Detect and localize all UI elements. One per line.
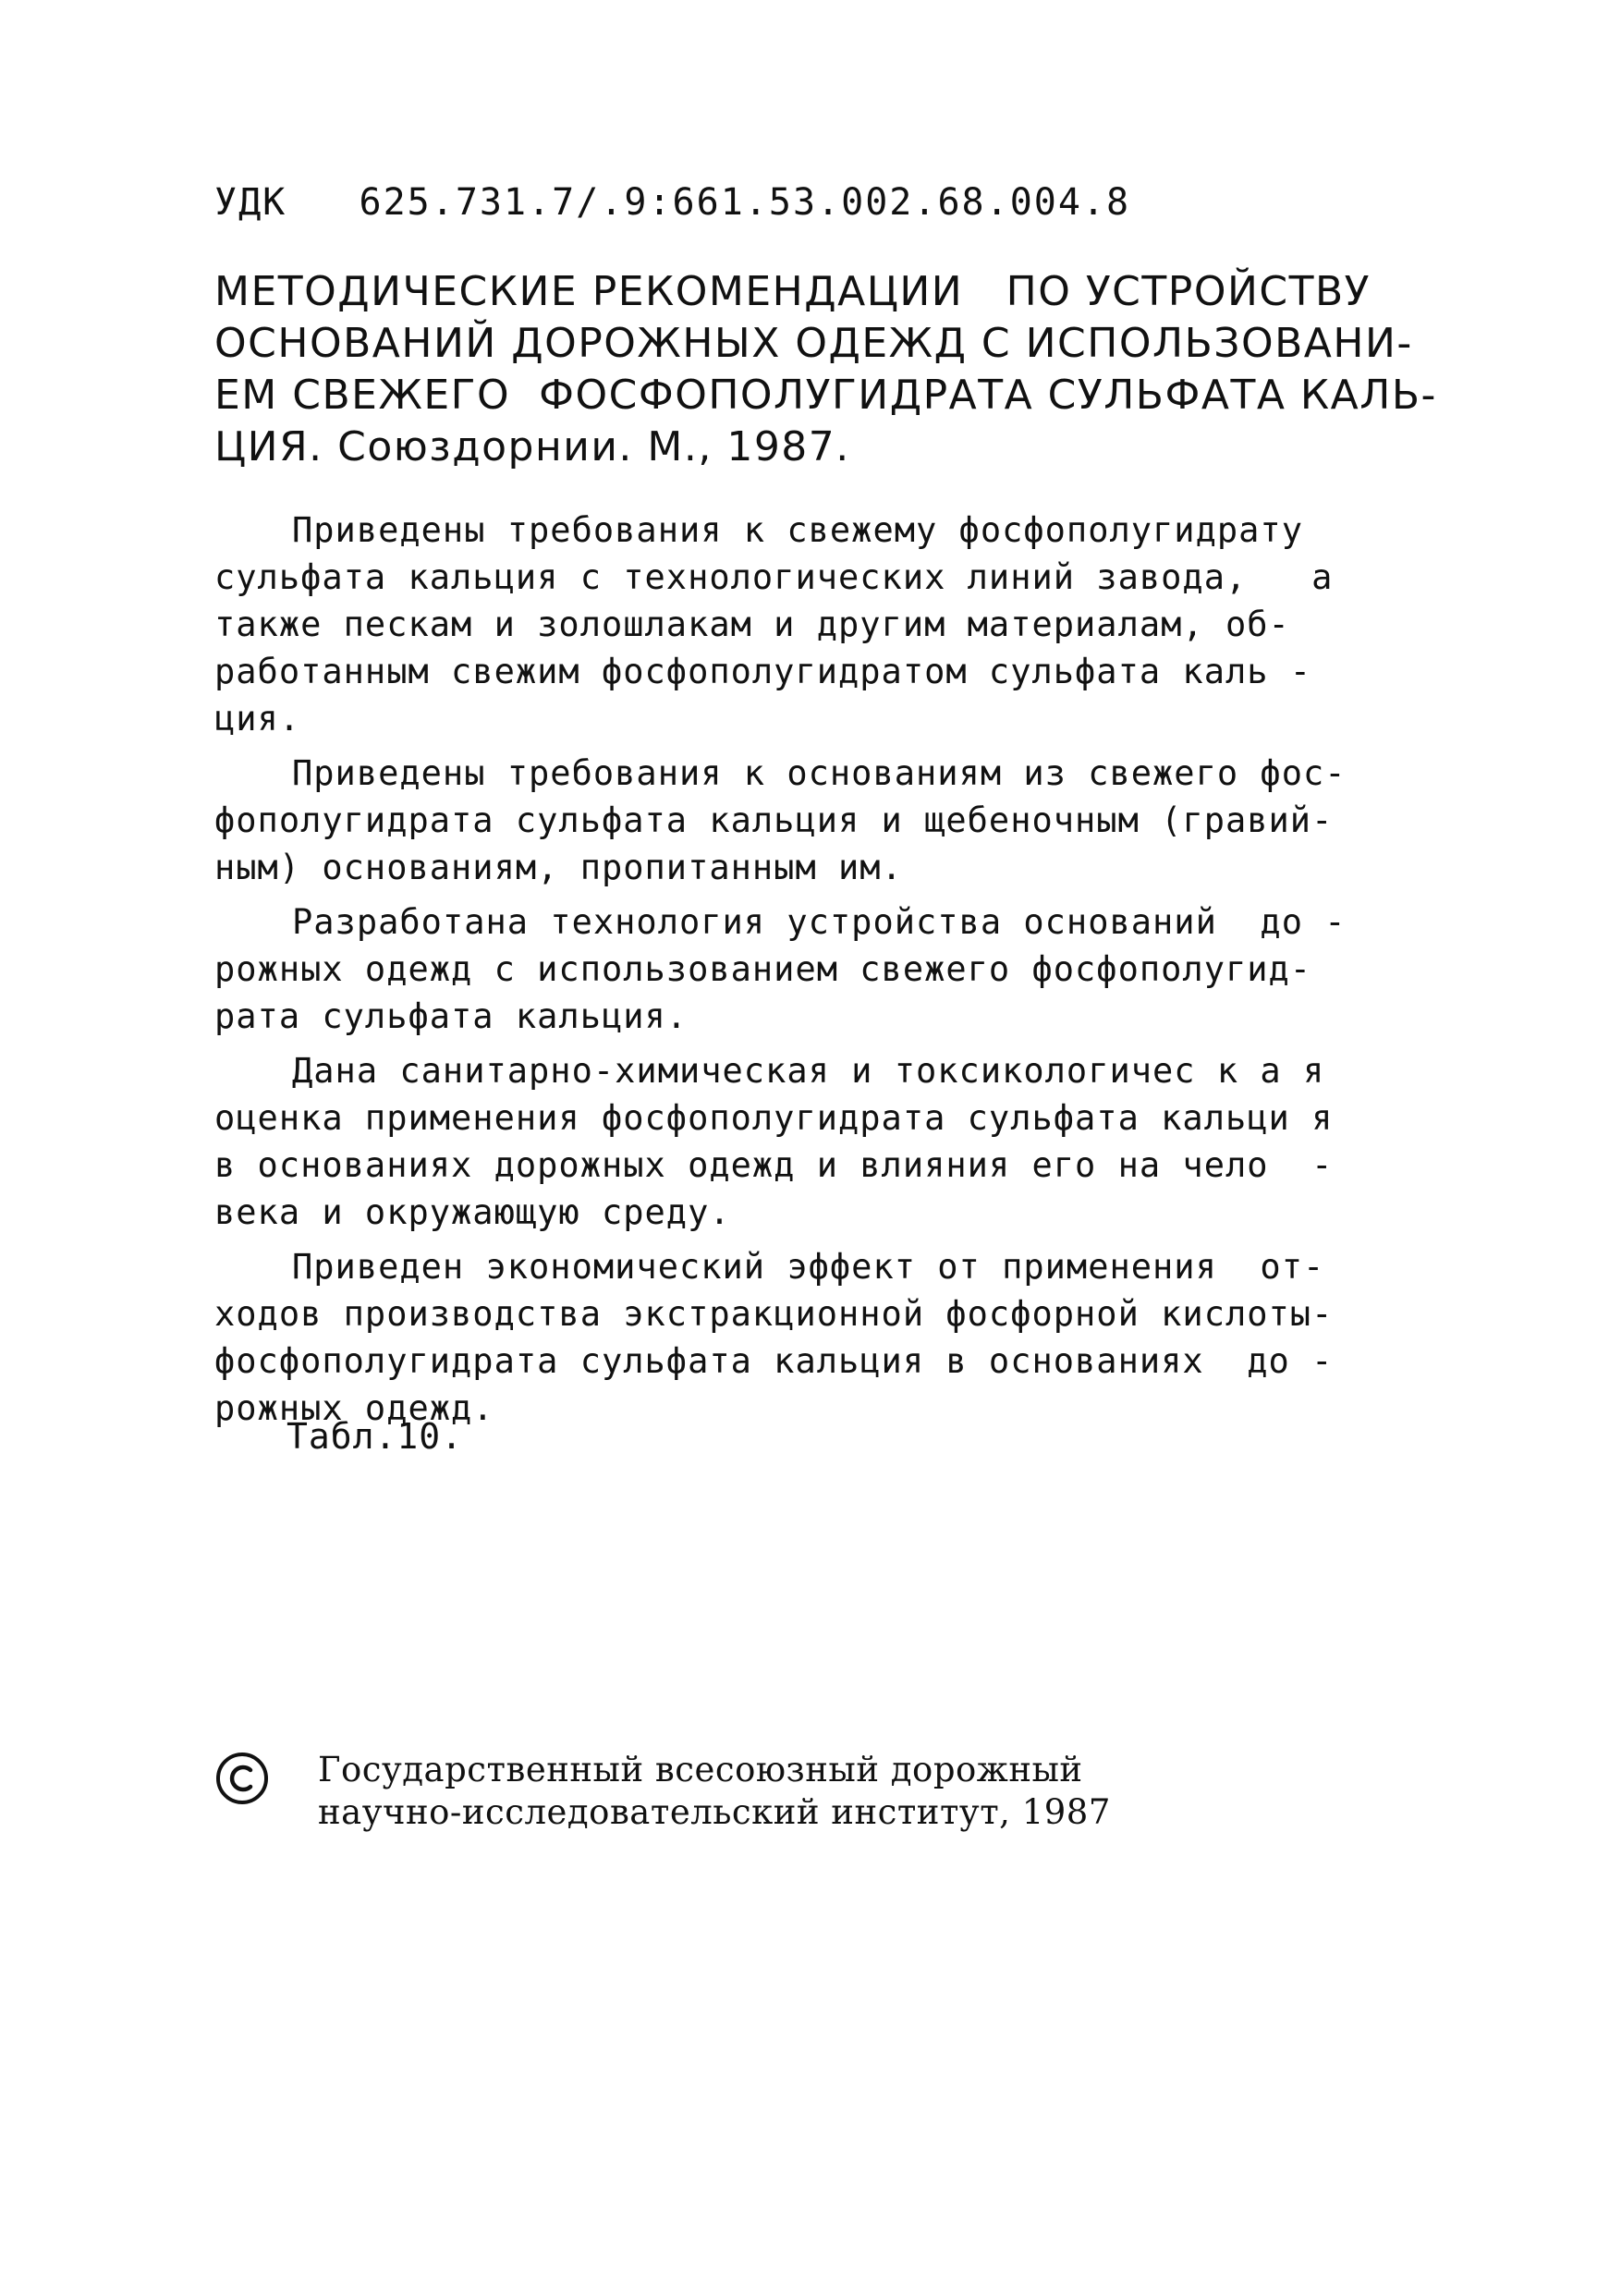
abstract-line: ция. [214, 699, 301, 739]
abstract-line: сульфата кальция с технологических линий завода, а [214, 557, 1334, 597]
abstract-paragraph [214, 507, 1453, 742]
abstract-line: в основаниях дорожных одежд и влияния его на чело - [214, 1145, 1334, 1185]
copyright-line: Государственный всесоюзный дорожный [318, 1750, 1083, 1789]
title-line: МЕТОДИЧЕСКИЕ РЕКОМЕНДАЦИИ ПО УСТРОЙСТВУ [214, 268, 1371, 315]
abstract [214, 507, 1453, 1439]
abstract-line: Приведены требования к свежему фосфополугидрату [292, 510, 1303, 550]
abstract-line: ным) основаниям, пропитанным им. [214, 848, 903, 887]
abstract-line: Приведены требования к основаниям из свежего фос- [292, 753, 1347, 793]
abstract-paragraph [214, 1243, 1453, 1432]
abstract-line: оценка применения фосфополугидрата сульфата кальци я [214, 1098, 1334, 1138]
title-line: ЦИЯ. Союздорнии. М., 1987. [214, 423, 850, 470]
tables-count: Табл.10. [286, 1416, 464, 1457]
abstract-paragraph [214, 750, 1453, 891]
title-line: ЕМ СВЕЖЕГО ФОСФОПОЛУГИДРАТА СУЛЬФАТА КАЛЬ- [214, 372, 1437, 419]
abstract-line: века и окружающую среду. [214, 1192, 731, 1232]
udk-code: УДК 625.731.7/.9:661.53.002.68.004.8 [214, 181, 1131, 224]
copyright-line: научно-исследовательский институт, 1987 [318, 1792, 1111, 1832]
copyright-text [318, 1749, 1111, 1834]
document-title [214, 266, 1471, 473]
title-line: ОСНОВАНИЙ ДОРОЖНЫХ ОДЕЖД С ИСПОЛЬЗОВАНИ- [214, 320, 1413, 367]
abstract-line: работанным свежим фосфополугидратом сульфата каль - [214, 652, 1312, 691]
abstract-line: фосфополугидрата сульфата кальция в основаниях до - [214, 1341, 1334, 1381]
abstract-line: Разработана технология устройства оснований до - [292, 902, 1347, 942]
abstract-line: рата сульфата кальция. [214, 996, 689, 1036]
abstract-line: фополугидрата сульфата кальция и щебеночным (гравий- [214, 800, 1334, 840]
abstract-paragraph [214, 1047, 1453, 1236]
abstract-line: Приведен экономический эффект от применения от- [292, 1247, 1325, 1287]
abstract-line: ходов производства экстракционной фосфорной кислоты- [214, 1294, 1334, 1334]
abstract-line: также пескам и золошлакам и другим материалам, об- [214, 605, 1290, 644]
copyright-icon [214, 1751, 270, 1806]
copyright-block [214, 1749, 1111, 1834]
abstract-paragraph [214, 898, 1453, 1040]
abstract-line: рожных одежд с использованием свежего фосфополугид- [214, 949, 1312, 989]
abstract-line: рожных одежд. [214, 1388, 494, 1428]
abstract-line: Дана санитарно-химическая и токсикологичес к а я [292, 1051, 1325, 1091]
